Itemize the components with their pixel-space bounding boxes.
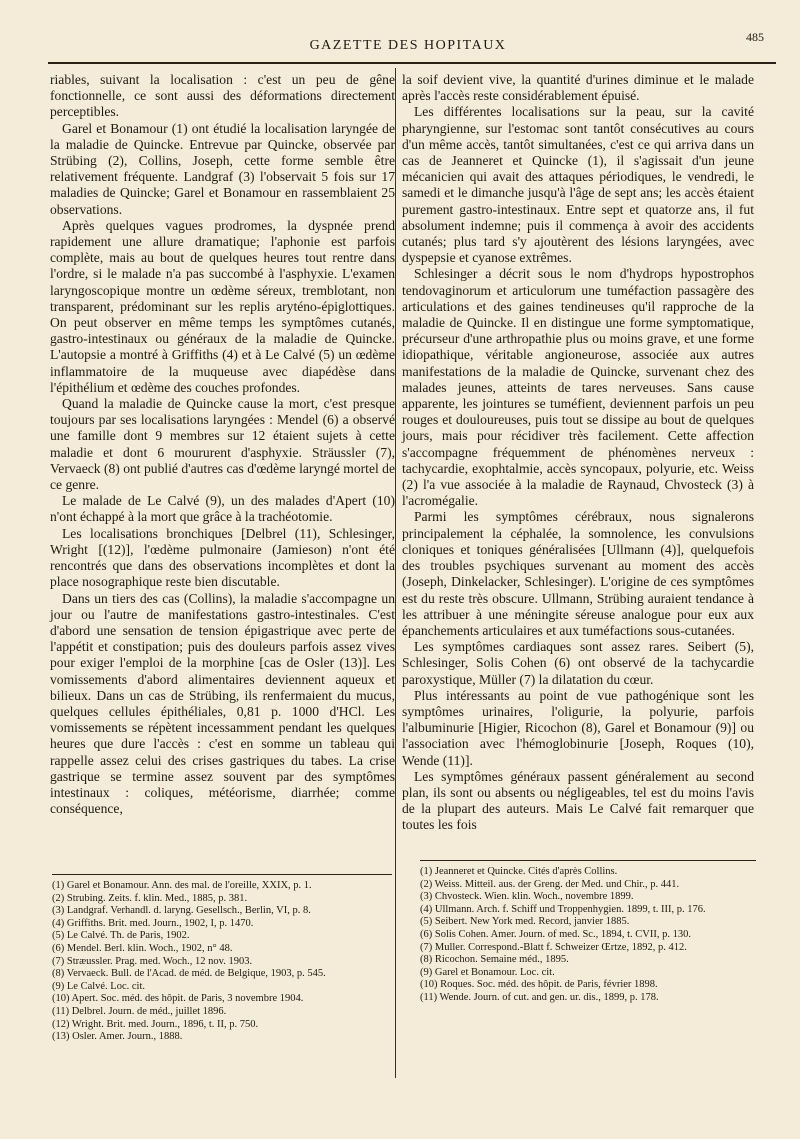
footnote: (1) Jeanneret et Quincke. Cités d'après Collins.	[420, 866, 618, 877]
footnote-rule-left	[52, 874, 392, 875]
footnotes-left	[52, 880, 397, 1044]
footnote: (7) Muller. Correspond.-Blatt f. Schweizer Œrtze, 1892, p. 412.	[420, 941, 687, 953]
footnote: (9) Le Calvé. Loc. cit.	[52, 980, 146, 992]
footnote: (10) Roques. Soc. méd. des hôpit. de Paris, février 1898.	[420, 979, 658, 991]
page-number: 485	[746, 30, 764, 44]
footnote: (6) Solis Cohen. Amer. Journ. of med. Sc., 1894, t. CVII, p. 130.	[420, 928, 691, 940]
footnote: (10) Apert. Soc. méd. des hôpit. de Paris, 3 novembre 1904.	[52, 993, 304, 1005]
footnote: (2) Strubing. Zeits. f. klin. Med., 1885, p. 381.	[52, 892, 248, 904]
footnote: (13) Osler. Amer. Journ., 1888.	[52, 1031, 183, 1043]
paragraph: Le malade de Le Calvé (9), un des malades d'Apert (10) n'ont échappé à la mort que grâce à la trachéotomie.	[50, 493, 395, 525]
right-column	[402, 72, 754, 834]
footnote: (11) Delbrel. Journ. de méd., juillet 1896.	[52, 1005, 227, 1017]
running-header: GAZETTE DES HOPITAUX	[309, 38, 507, 53]
footnote: (11) Wende. Journ. of cut. and gen. ur. dis., 1899, p. 178.	[420, 991, 659, 1003]
footnote: (1) Garel et Bonamour. Ann. des mal. de l'oreille, XXIX, p. 1.	[52, 880, 312, 891]
paragraph: Les symptômes généraux passent généralement au second plan, ils sont ou absents ou négligeables, tel est du moins l'avis de la plupart des auteurs. Mais Le Calvé fait remarquer que toutes les fois	[402, 768, 754, 833]
footnote: (8) Vervaeck. Bull. de l'Acad. de méd. de Belgique, 1903, p. 545.	[52, 968, 326, 980]
paragraph: la soif devient vive, la quantité d'urines diminue et le malade après l'accès reste considérablement épuisé.	[402, 72, 754, 104]
footnote: (2) Weiss. Mitteil. aus. der Greng. der Med. und Chir., p. 441.	[420, 878, 680, 890]
paragraph: Dans un tiers des cas (Collins), la maladie s'accompagne un jour ou l'autre de manifestations gastro-intestinales. C'est d'abord une sensation de tension épigastrique avec perte de l'appétit et constipation; puis des douleurs parfois assez vives pour exiger l'emploi de la morphine [cas de Osler (13)]. Les vomissements d'abord alimentaires deviennent aqueux et bilieux. Dans un cas de Strübing, ils renfermaient du mucus, quelques cellules épithéliales, 0,81 p. 1000 d'HCl. Les vomissements se répètent incessamment pendant les quelques heures que dure l'accès : c'est en somme un tableau qui rappelle assez celui des crises gastriques du tabes. La crise gastrique se termine assez souvent par des symptômes intestinaux : coliques, météorisme, diarrhée; comme conséquence,	[50, 590, 395, 817]
footnote: (9) Garel et Bonamour. Loc. cit.	[420, 966, 555, 978]
paragraph: Schlesinger a décrit sous le nom d'hydrops hypostrophos tendovaginorum et articulorum une tuméfaction passagère des articulations et des gaines tendineuses qu'il rapproche de la maladie de Quincke. Il en distingue une forme symptomatique, précurseur d'une arthropathie plus ou moins grave, et une forme idiopathique, véritable angioneurose, associée aux autres manifestations de la maladie de Quincke, survenant chez des malades jeunes, atteints de tares nerveuses. Sans cause apparente, les jointures se tuméfient, deviennent parfois un peu rouges et douloureuses, puis tout se dissipe au bout de quelques jours, mais pour récidiver très facilement. Cette affection s'accompagne fréquemment de phénomènes nerveux : tachycardie, exophtalmie, accès syncopaux, polyurie, etc. Weiss (2) l'a vue associée à la maladie de Raynaud, Chvosteck (3) à l'acromégalie.	[402, 266, 754, 509]
paragraph: Après quelques vagues prodromes, la dyspnée prend rapidement une allure dramatique; l'aphonie est parfois complète, mais au bout de quelques heures tout rentre dans l'ordre, si le malade n'a pas succombé à l'asphyxie. L'examen laryngoscopique montre un œdème séreux, tremblotant, non transparent, prédominant sur les replis aryténo-épiglottiques. On peut observer en même temps les symptômes cutanés, gastro-intestinaux ou généraux de la maladie de Quincke. L'autopsie a montré à Griffiths (4) et à Le Calvé (5) un œdème inflammatoire de la muqueuse avec diapédèse dans l'épithélium et œdème des couches profondes.	[50, 217, 395, 395]
footnote: (7) Stræussler. Prag. med. Woch., 12 nov. 1903.	[52, 955, 253, 967]
paragraph: riables, suivant la localisation : c'est un peu de gêne fonctionnelle, ce sont aussi des déformations directement perceptibles.	[50, 72, 395, 120]
footnote-rule-right	[420, 860, 756, 861]
footnote: (8) Ricochon. Semaine méd., 1895.	[420, 954, 569, 966]
paragraph: Parmi les symptômes cérébraux, nous signalerons principalement la céphalée, la somnolence, les convulsions cloniques et toniques généralisées [Ullmann (4)], quelquefois des troubles psychiques survenant au moment des accès (Joseph, Dinkelacker, Schlesinger). L'origine de ces symptômes est du reste très obscure. Ullmann, Strübing auraient tendance à les attribuer à une méningite séreuse analogue pour eux aux épanchements articulaires et aux tuméfactions sous-cutanées.	[402, 509, 754, 638]
footnotes-right	[420, 866, 760, 1005]
header-rule	[48, 62, 776, 64]
footnote: (12) Wright. Brit. med. Journ., 1896, t. II, p. 750.	[52, 1018, 259, 1030]
paragraph: Garel et Bonamour (1) ont étudié la localisation laryngée de la maladie de Quincke. Entrevue par Quincke, observée par Strübing (2), Collins, Joseph, cette forme semble être relativement fréquente. Landgraf (3) l'observait 5 fois sur 17 maladies de Quincke; Garel et Bonamour en rassemblaient 25 observations.	[50, 120, 395, 217]
footnote: (4) Griffiths. Brit. med. Journ., 1902, I, p. 1470.	[52, 917, 254, 929]
paragraph: Plus intéressants au point de vue pathogénique sont les symptômes urinaires, l'oligurie, la polyurie, parfois l'albuminurie [Higier, Ricochon (8), Garel et Bonamour (9)] ou l'association avec l'hémoglobinurie [Joseph, Roques (10), Wende (11)].	[402, 687, 754, 768]
footnote: (6) Mendel. Berl. klin. Woch., 1902, n° 48.	[52, 942, 233, 954]
paragraph: Les différentes localisations sur la peau, sur la cavité pharyngienne, sur l'estomac sont tantôt consécutives au cours d'un même accès, tantôt simultanées, c'est ce qui arriva dans un cas de Jeanneret et Quincke (1), il s'agissait d'un jeune mécanicien qui avait des attaques périodiques, le vendredi, le samedi et le dimanche jusqu'à l'âge de sept ans; les accès étaient purement gastro-intestinaux. Entre sept et quatorze ans, il fut absolument indemne; puis il commença à avoir des accidents cutanés; plus tard s'y ajoutèrent des lésions laryngées, avec dyspepsie et cyanose extrêmes.	[402, 104, 754, 266]
footnote: (3) Chvosteck. Wien. klin. Woch., novembre 1899.	[420, 891, 634, 903]
footnote: (3) Landgraf. Verhandl. d. laryng. Gesellsch., Berlin, VI, p. 8.	[52, 905, 311, 917]
left-column	[50, 72, 395, 817]
footnote: (4) Ullmann. Arch. f. Schiff und Troppenhygien. 1899, t. III, p. 176.	[420, 903, 706, 915]
paragraph: Les symptômes cardiaques sont assez rares. Seibert (5), Schlesinger, Solis Cohen (6) ont observé de la tachycardie paroxystique, Müller (7) la dilatation du cœur.	[402, 639, 754, 687]
footnote: (5) Seibert. New York med. Record, janvier 1885.	[420, 916, 630, 928]
paragraph: Les localisations bronchiques [Delbrel (11), Schlesinger, Wright [(12)], l'œdème pulmonaire (Jamieson) n'ont été rencontrés que dans des observations incomplètes et dont la place nosographique reste bien discutable.	[50, 525, 395, 590]
paragraph: Quand la maladie de Quincke cause la mort, c'est presque toujours par ses localisations laryngées : Mendel (6) a observé une famille dont 9 membres sur 12 étaient sujets à cette maladie et dont 6 moururent d'asphyxie. Sträussler (7), Vervaeck (8) ont publié d'autres cas d'œdème laryngé mortel de ce genre.	[50, 396, 395, 493]
footnote: (5) Le Calvé. Th. de Paris, 1902.	[52, 930, 190, 942]
